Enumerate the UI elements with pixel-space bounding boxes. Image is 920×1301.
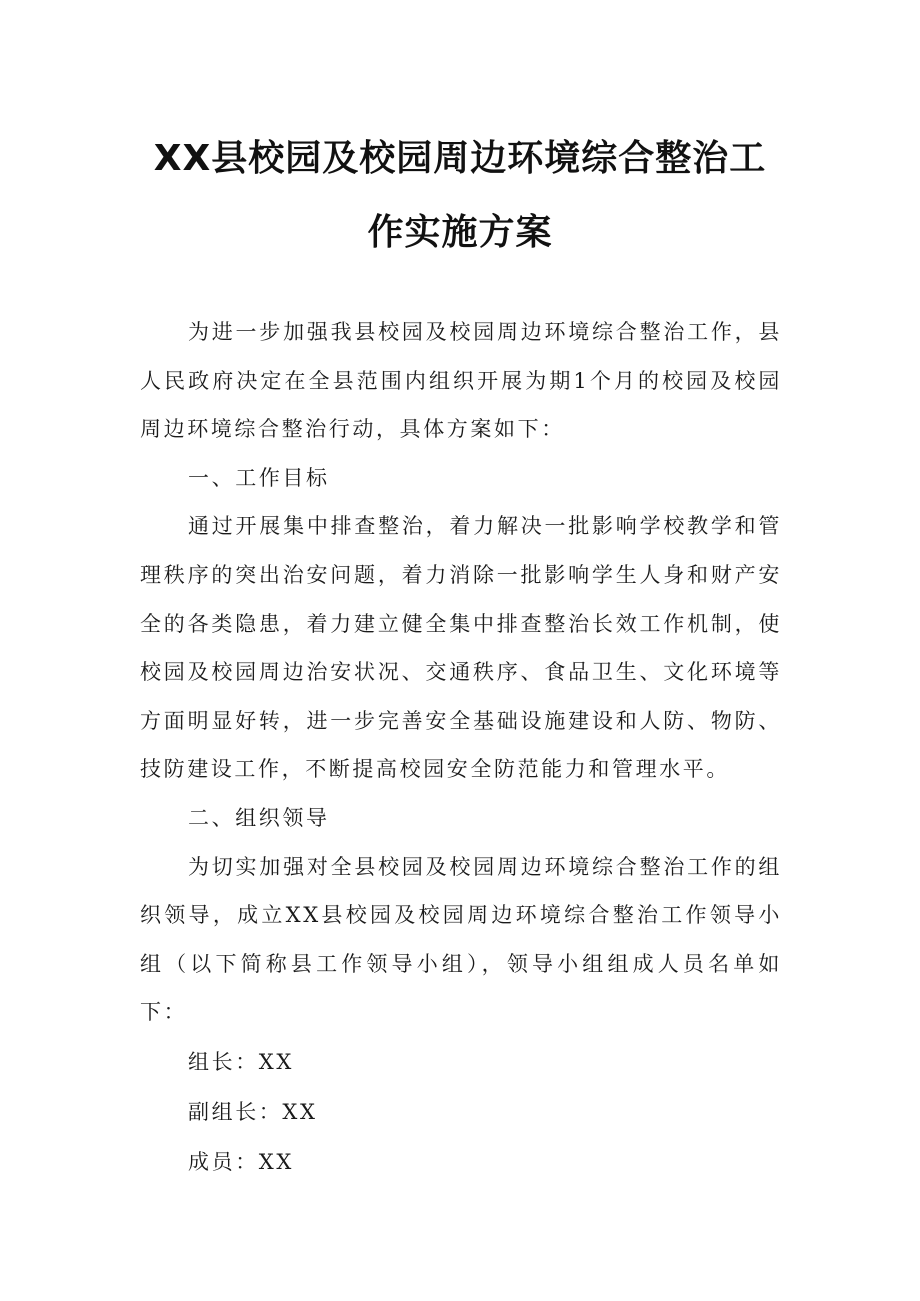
member-deputy-leader: 副组长：XX bbox=[188, 1099, 318, 1124]
document-title-line-1: XX县校园及校园周边环境综合整治工 bbox=[153, 138, 767, 179]
leadership-paragraph: 为切实加强对全县校园及校园周边环境综合整治工作的组织领导，成立XX县校园及校园周边环境综合整治工作领导小组（以下简称县工作领导小组），领导小组组成人员名单如下： bbox=[140, 854, 782, 1025]
document-body bbox=[140, 308, 782, 1187]
document-title-line-2: 作实施方案 bbox=[367, 212, 553, 253]
intro-paragraph: 为进一步加强我县校园及校园周边环境综合整治工作，县人民政府决定在全县范围内组织开展为期1个月的校园及校园周边环境综合整治行动，具体方案如下： bbox=[140, 320, 782, 442]
member-leader: 组长：XX bbox=[188, 1049, 294, 1074]
member-members: 成员：XX bbox=[188, 1149, 294, 1174]
section-heading-leadership: 二、组织领导 bbox=[188, 805, 330, 830]
section-heading-goals: 一、工作目标 bbox=[188, 465, 330, 490]
goals-paragraph: 通过开展集中排查整治，着力解决一批影响学校教学和管理秩序的突出治安问题，着力消除一批影响学生人身和财产安全的各类隐患，着力建立健全集中排查整治长效工作机制，使校园及校园周边治安状况、交通秩序、食品卫生、文化环境等方面明显好转，进一步完善安全基础设施建设和人防、物防、技防建设工作，不断提高校园安全防范能力和管理水平。 bbox=[140, 514, 782, 782]
